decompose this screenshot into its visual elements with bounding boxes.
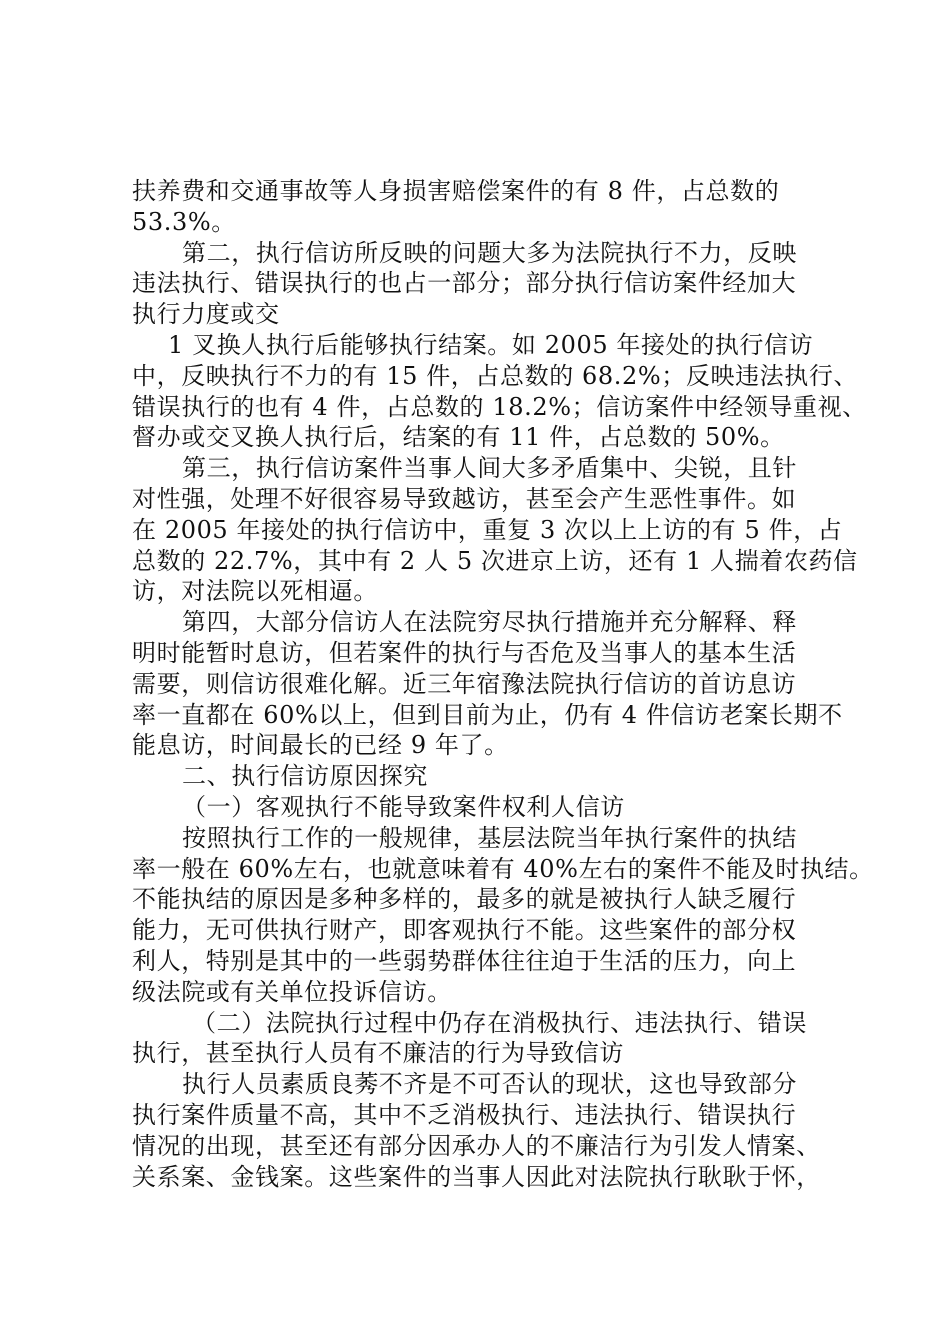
document-body [132,176,874,1192]
text-line: 访，对法院以死相逼。 [132,577,378,606]
text-line: 执行，甚至执行人员有不廉洁的行为导致信访 [132,1039,624,1068]
text-line: 明时能暂时息访，但若案件的执行与否危及当事人的基本生活 [132,638,797,667]
text-line: 率一直都在 60%以上，但到目前为止，仍有 4 件信访老案长期不 [132,700,843,729]
text-line: 按照执行工作的一般规律，基层法院当年执行案件的执结 [182,823,797,852]
text-line: 率一般在 60%左右，也就意味着有 40%左右的案件不能及时执结。 [132,854,874,883]
text-line: 二、执行信访原因探究 [182,762,428,791]
text-line: 对性强，处理不好很容易导致越访，甚至会产生恶性事件。如 [132,484,797,513]
text-line: 第三，执行信访案件当事人间大多矛盾集中、尖锐，且针 [182,454,797,483]
text-line: 1 叉换人执行后能够执行结案。如 2005 年接处的执行信访 [168,330,814,359]
text-line: 53.3%。 [132,207,236,236]
text-line: 执行人员素质良莠不齐是不可否认的现状，这也导致部分 [182,1070,797,1099]
text-line: 能息访，时间最长的已经 9 年了。 [132,731,509,760]
text-line: 督办或交叉换人执行后，结案的有 11 件，占总数的 50%。 [132,423,785,452]
text-line: （二）法院执行过程中仍存在消极执行、违法执行、错误 [192,1008,807,1037]
text-line: 扶养费和交通事故等人身损害赔偿案件的有 8 件，占总数的 [132,177,780,205]
text-line: 级法院或有关单位投诉信访。 [132,977,452,1006]
text-line: 执行案件质量不高，其中不乏消极执行、违法执行、错误执行 [132,1100,797,1129]
text-line: 需要，则信访很难化解。近三年宿豫法院执行信访的首访息访 [132,669,797,698]
text-line: 在 2005 年接处的执行信访中，重复 3 次以上上访的有 5 件，占 [132,515,843,544]
text-line: 情况的出现，甚至还有部分因承办人的不廉洁行为引发人情案、 [132,1131,821,1160]
text-line: 违法执行、错误执行的也占一部分；部分执行信访案件经加大 [132,269,797,298]
text-line: 能力，无可供执行财产，即客观执行不能。这些案件的部分权 [132,916,797,945]
text-line: 第二，执行信访所反映的问题大多为法院执行不力，反映 [182,238,797,267]
text-line: 中，反映执行不力的有 15 件，占总数的 68.2%；反映违法执行、 [132,361,859,390]
text-line: 执行力度或交 [132,300,280,329]
text-line: 关系案、金钱案。这些案件的当事人因此对法院执行耿耿于怀， [132,1162,821,1191]
text-line: （一）客观执行不能导致案件权利人信访 [182,792,625,821]
text-line: 总数的 22.7%，其中有 2 人 5 次进京上访，还有 1 人揣着农药信 [132,546,858,575]
text-line: 第四，大部分信访人在法院穷尽执行措施并充分解释、释 [182,608,797,637]
text-line: 不能执结的原因是多种多样的，最多的就是被执行人缺乏履行 [132,885,797,914]
text-line: 错误执行的也有 4 件，占总数的 18.2%；信访案件中经领导重视、 [132,392,867,421]
text-line: 利人，特别是其中的一些弱势群体往往迫于生活的压力，向上 [132,946,797,975]
